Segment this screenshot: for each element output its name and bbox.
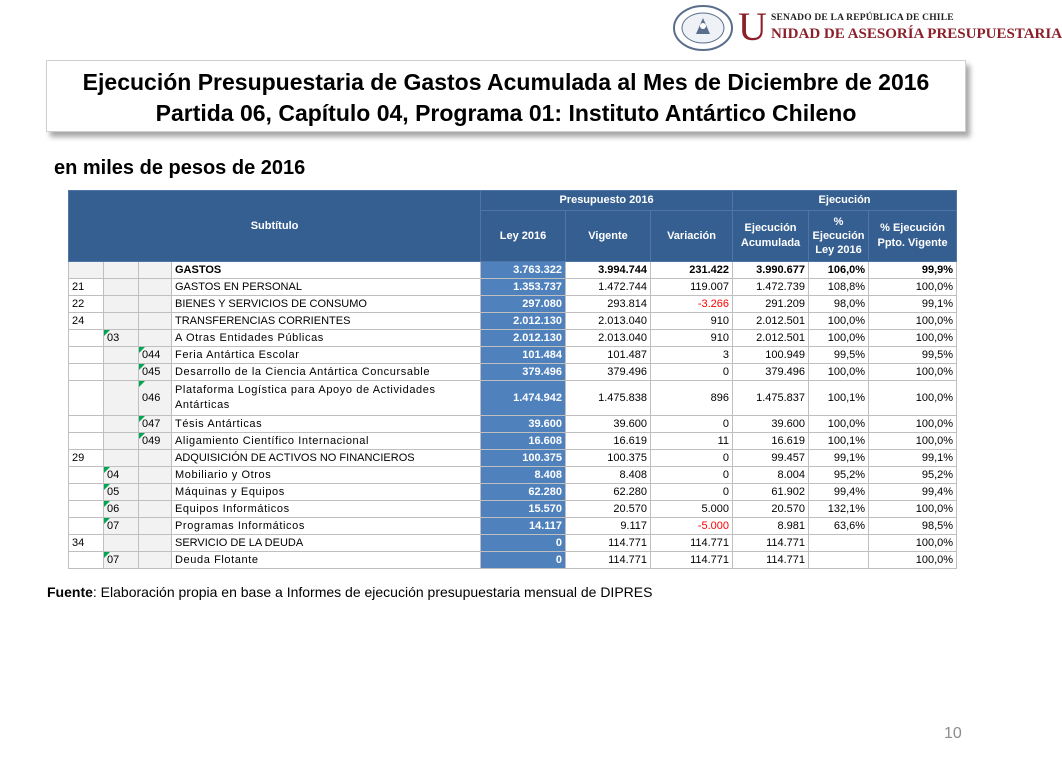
cell-pct-ejecucion-vigente: 100,0% (869, 364, 957, 381)
cell-pct-ejecucion-vigente: 99,1% (869, 450, 957, 467)
header-subtitulo: Subtítulo (69, 191, 481, 262)
table-row (69, 467, 957, 484)
code-cell-item (104, 313, 139, 330)
cell-pct-ejecucion-vigente: 100,0% (869, 381, 957, 416)
header-pct-ley-line1: % (833, 216, 844, 228)
cell-ley-2016: 16.608 (481, 433, 566, 450)
row-label: Desarrollo de la Ciencia Antártica Concursable (172, 364, 481, 381)
table-row (69, 450, 957, 467)
code-cell-subtitulo: 21 (69, 279, 104, 296)
code-cell-asignacion (139, 535, 172, 552)
cell-pct-ejecucion-ley: 99,4% (809, 484, 869, 501)
code-cell-subtitulo (69, 364, 104, 381)
cell-pct-ejecucion-vigente: 95,2% (869, 467, 957, 484)
row-label (172, 381, 481, 416)
cell-variacion: -3.266 (651, 296, 733, 313)
cell-ejecucion-acumulada: 8.981 (733, 518, 809, 535)
header-ejecucion-acumulada (733, 211, 809, 262)
cell-vigente: 114.771 (566, 535, 651, 552)
cell-vigente: 100.375 (566, 450, 651, 467)
cell-pct-ejecucion-vigente: 99,4% (869, 484, 957, 501)
cell-ley-2016: 1.353.737 (481, 279, 566, 296)
cell-vigente: 114.771 (566, 552, 651, 569)
cell-ley-2016: 0 (481, 552, 566, 569)
table-row (69, 535, 957, 552)
cell-ejecucion-acumulada: 8.004 (733, 467, 809, 484)
code-cell-item: 07 (104, 518, 139, 535)
code-cell-asignacion (139, 552, 172, 569)
cell-vigente: 2.013.040 (566, 313, 651, 330)
code-cell-subtitulo (69, 467, 104, 484)
table-row (69, 416, 957, 433)
cell-pct-ejecucion-ley: 63,6% (809, 518, 869, 535)
header-variacion: Variación (651, 211, 733, 262)
cell-pct-ejecucion-ley: 100,1% (809, 433, 869, 450)
cell-ley-2016: 1.474.942 (481, 381, 566, 416)
code-cell-asignacion (139, 467, 172, 484)
cell-ley-2016: 101.484 (481, 347, 566, 364)
cell-vigente: 293.814 (566, 296, 651, 313)
cell-pct-ejecucion-ley: 100,0% (809, 313, 869, 330)
code-cell-asignacion (139, 296, 172, 313)
header-pct-vig-line1: % Ejecución (880, 222, 945, 234)
cell-vigente: 62.280 (566, 484, 651, 501)
code-cell-item: 03 (104, 330, 139, 347)
cell-pct-ejecucion-ley: 100,0% (809, 364, 869, 381)
cell-ley-2016: 297.080 (481, 296, 566, 313)
source-text: : Elaboración propia en base a Informes de ejecución presupuestaria mensual de DIPRES (92, 584, 653, 600)
row-label: Programas Informáticos (172, 518, 481, 535)
cell-pct-ejecucion-vigente: 99,5% (869, 347, 957, 364)
cell-vigente: 2.013.040 (566, 330, 651, 347)
cell-ley-2016: 379.496 (481, 364, 566, 381)
row-label: BIENES Y SERVICIOS DE CONSUMO (172, 296, 481, 313)
cell-variacion: 11 (651, 433, 733, 450)
code-cell-subtitulo (69, 433, 104, 450)
source-label: Fuente (47, 584, 93, 600)
code-cell-subtitulo (69, 330, 104, 347)
code-cell-asignacion (139, 501, 172, 518)
cell-pct-ejecucion-vigente: 100,0% (869, 313, 957, 330)
cell-pct-ejecucion-ley: 106,0% (809, 262, 869, 279)
cell-variacion: 910 (651, 313, 733, 330)
header-ejecucion-group: Ejecución (733, 191, 957, 211)
cell-vigente: 16.619 (566, 433, 651, 450)
header-presupuesto: Presupuesto 2016 (481, 191, 733, 211)
cell-pct-ejecucion-ley: 100,1% (809, 381, 869, 416)
cell-pct-ejecucion-vigente: 100,0% (869, 416, 957, 433)
cell-ejecucion-acumulada: 291.209 (733, 296, 809, 313)
logo-initial: U (738, 4, 767, 49)
code-cell-subtitulo (69, 347, 104, 364)
row-label: TRANSFERENCIAS CORRIENTES (172, 313, 481, 330)
code-cell-asignacion (139, 262, 172, 279)
cell-pct-ejecucion-ley: 108,8% (809, 279, 869, 296)
cell-vigente: 1.475.838 (566, 381, 651, 416)
code-cell-subtitulo (69, 381, 104, 416)
code-cell-asignacion (139, 484, 172, 501)
code-cell-item: 05 (104, 484, 139, 501)
cell-ley-2016: 15.570 (481, 501, 566, 518)
cell-pct-ejecucion-ley: 98,0% (809, 296, 869, 313)
code-cell-item (104, 279, 139, 296)
code-cell-subtitulo: 22 (69, 296, 104, 313)
header-ley: Ley 2016 (481, 211, 566, 262)
cell-variacion: 0 (651, 467, 733, 484)
cell-ley-2016: 2.012.130 (481, 330, 566, 347)
cell-vigente: 379.496 (566, 364, 651, 381)
header-pct-ley-line3: Ley 2016 (815, 244, 862, 256)
code-cell-item (104, 433, 139, 450)
table-row (69, 552, 957, 569)
row-label-line2: Antárticas (175, 399, 230, 411)
row-label: Mobiliario y Otros (172, 467, 481, 484)
cell-ley-2016: 62.280 (481, 484, 566, 501)
table-row (69, 518, 957, 535)
code-cell-subtitulo (69, 262, 104, 279)
cell-ejecucion-acumulada: 2.012.501 (733, 313, 809, 330)
cell-ejecucion-acumulada: 2.012.501 (733, 330, 809, 347)
cell-pct-ejecucion-ley: 99,5% (809, 347, 869, 364)
row-label: Aligamiento Científico Internacional (172, 433, 481, 450)
cell-vigente: 20.570 (566, 501, 651, 518)
row-label: Deuda Flotante (172, 552, 481, 569)
code-cell-subtitulo: 24 (69, 313, 104, 330)
table-row (69, 330, 957, 347)
cell-vigente: 9.117 (566, 518, 651, 535)
cell-ejecucion-acumulada: 20.570 (733, 501, 809, 518)
cell-vigente: 39.600 (566, 416, 651, 433)
cell-variacion: 5.000 (651, 501, 733, 518)
page-number: 10 (944, 725, 962, 742)
code-cell-asignacion: 047 (139, 416, 172, 433)
units-subtitle: en miles de pesos de 2016 (54, 157, 306, 179)
cell-ley-2016: 0 (481, 535, 566, 552)
table-row (69, 296, 957, 313)
cell-pct-ejecucion-vigente: 100,0% (869, 330, 957, 347)
cell-pct-ejecucion-ley: 99,1% (809, 450, 869, 467)
cell-vigente: 3.994.744 (566, 262, 651, 279)
header-pct-ley-line2: Ejecución (812, 230, 865, 242)
cell-variacion: 0 (651, 450, 733, 467)
code-cell-item (104, 535, 139, 552)
header-ejec-acum-line2: Acumulada (740, 237, 801, 249)
table-row (69, 262, 957, 279)
cell-ley-2016: 2.012.130 (481, 313, 566, 330)
cell-pct-ejecucion-vigente: 98,5% (869, 518, 957, 535)
code-cell-item (104, 450, 139, 467)
code-cell-subtitulo (69, 552, 104, 569)
cell-variacion: 114.771 (651, 535, 733, 552)
header-pct-ley (809, 211, 869, 262)
cell-pct-ejecucion-ley (809, 535, 869, 552)
row-label: Feria Antártica Escolar (172, 347, 481, 364)
row-label: GASTOS (172, 262, 481, 279)
table-row (69, 484, 957, 501)
code-cell-asignacion (139, 518, 172, 535)
code-cell-subtitulo (69, 501, 104, 518)
table-row (69, 433, 957, 450)
row-label-line1: Plataforma Logística para Apoyo de Actividades (175, 384, 436, 396)
logo-unit-text: NIDAD DE ASESORÍA PRESUPUESTARIA (771, 26, 1062, 42)
cell-ejecucion-acumulada: 16.619 (733, 433, 809, 450)
table-row (69, 313, 957, 330)
senate-logo (672, 2, 1062, 54)
cell-ejecucion-acumulada: 61.902 (733, 484, 809, 501)
code-cell-subtitulo: 29 (69, 450, 104, 467)
header-pct-vigente (869, 211, 957, 262)
slide-title (46, 60, 966, 132)
row-label: GASTOS EN PERSONAL (172, 279, 481, 296)
row-label: SERVICIO DE LA DEUDA (172, 535, 481, 552)
cell-pct-ejecucion-vigente: 100,0% (869, 552, 957, 569)
budget-table (68, 190, 957, 569)
cell-pct-ejecucion-vigente: 100,0% (869, 501, 957, 518)
cell-pct-ejecucion-vigente: 100,0% (869, 433, 957, 450)
cell-ejecucion-acumulada: 114.771 (733, 552, 809, 569)
cell-pct-ejecucion-vigente: 100,0% (869, 279, 957, 296)
cell-variacion: 114.771 (651, 552, 733, 569)
senate-seal-icon (672, 4, 734, 52)
header-ejec-acum-line1: Ejecución (744, 222, 797, 234)
cell-ejecucion-acumulada: 99.457 (733, 450, 809, 467)
code-cell-item: 04 (104, 467, 139, 484)
cell-ejecucion-acumulada: 39.600 (733, 416, 809, 433)
cell-variacion: 896 (651, 381, 733, 416)
title-line-1: Ejecución Presupuestaria de Gastos Acumulada al Mes de Diciembre de 2016 (82, 69, 930, 95)
code-cell-asignacion (139, 330, 172, 347)
code-cell-subtitulo (69, 518, 104, 535)
table-row (69, 279, 957, 296)
source-note (47, 584, 652, 600)
code-cell-subtitulo (69, 416, 104, 433)
code-cell-asignacion: 045 (139, 364, 172, 381)
table-row (69, 347, 957, 364)
cell-ejecucion-acumulada: 1.472.739 (733, 279, 809, 296)
cell-ejecucion-acumulada: 379.496 (733, 364, 809, 381)
cell-variacion: 231.422 (651, 262, 733, 279)
code-cell-asignacion: 046 (139, 381, 172, 416)
cell-variacion: 0 (651, 416, 733, 433)
row-label: ADQUISICIÓN DE ACTIVOS NO FINANCIEROS (172, 450, 481, 467)
cell-variacion: 119.007 (651, 279, 733, 296)
code-cell-item: 07 (104, 552, 139, 569)
code-cell-asignacion (139, 313, 172, 330)
cell-pct-ejecucion-vigente: 99,9% (869, 262, 957, 279)
table-row (69, 381, 957, 416)
row-label: A Otras Entidades Públicas (172, 330, 481, 347)
cell-variacion: 910 (651, 330, 733, 347)
cell-vigente: 8.408 (566, 467, 651, 484)
cell-pct-ejecucion-vigente: 100,0% (869, 535, 957, 552)
code-cell-item (104, 416, 139, 433)
code-cell-item: 06 (104, 501, 139, 518)
code-cell-item (104, 262, 139, 279)
cell-vigente: 101.487 (566, 347, 651, 364)
header-vigente: Vigente (566, 211, 651, 262)
table-row (69, 364, 957, 381)
table-row (69, 501, 957, 518)
cell-pct-ejecucion-ley: 100,0% (809, 330, 869, 347)
cell-ejecucion-acumulada: 3.990.677 (733, 262, 809, 279)
cell-ejecucion-acumulada: 1.475.837 (733, 381, 809, 416)
cell-pct-ejecucion-vigente: 99,1% (869, 296, 957, 313)
cell-pct-ejecucion-ley: 100,0% (809, 416, 869, 433)
code-cell-asignacion (139, 450, 172, 467)
cell-pct-ejecucion-ley (809, 552, 869, 569)
logo-senate-text: SENADO DE LA REPÚBLICA DE CHILE (771, 13, 954, 23)
cell-variacion: 3 (651, 347, 733, 364)
code-cell-item (104, 296, 139, 313)
cell-ley-2016: 8.408 (481, 467, 566, 484)
code-cell-asignacion: 044 (139, 347, 172, 364)
cell-variacion: -5.000 (651, 518, 733, 535)
cell-variacion: 0 (651, 484, 733, 501)
row-label: Tésis Antárticas (172, 416, 481, 433)
code-cell-asignacion (139, 279, 172, 296)
row-label: Equipos Informáticos (172, 501, 481, 518)
cell-ley-2016: 3.763.322 (481, 262, 566, 279)
cell-variacion: 0 (651, 364, 733, 381)
code-cell-item (104, 364, 139, 381)
code-cell-subtitulo: 34 (69, 535, 104, 552)
cell-vigente: 1.472.744 (566, 279, 651, 296)
cell-pct-ejecucion-ley: 132,1% (809, 501, 869, 518)
cell-ejecucion-acumulada: 114.771 (733, 535, 809, 552)
code-cell-asignacion: 049 (139, 433, 172, 450)
cell-ley-2016: 14.117 (481, 518, 566, 535)
cell-ley-2016: 100.375 (481, 450, 566, 467)
cell-pct-ejecucion-ley: 95,2% (809, 467, 869, 484)
title-line-2: Partida 06, Capítulo 04, Programa 01: Instituto Antártico Chileno (155, 100, 857, 126)
code-cell-item (104, 381, 139, 416)
cell-ejecucion-acumulada: 100.949 (733, 347, 809, 364)
cell-ley-2016: 39.600 (481, 416, 566, 433)
row-label: Máquinas y Equipos (172, 484, 481, 501)
code-cell-item (104, 347, 139, 364)
header-pct-vig-line2: Ppto. Vigente (877, 237, 948, 249)
code-cell-subtitulo (69, 484, 104, 501)
